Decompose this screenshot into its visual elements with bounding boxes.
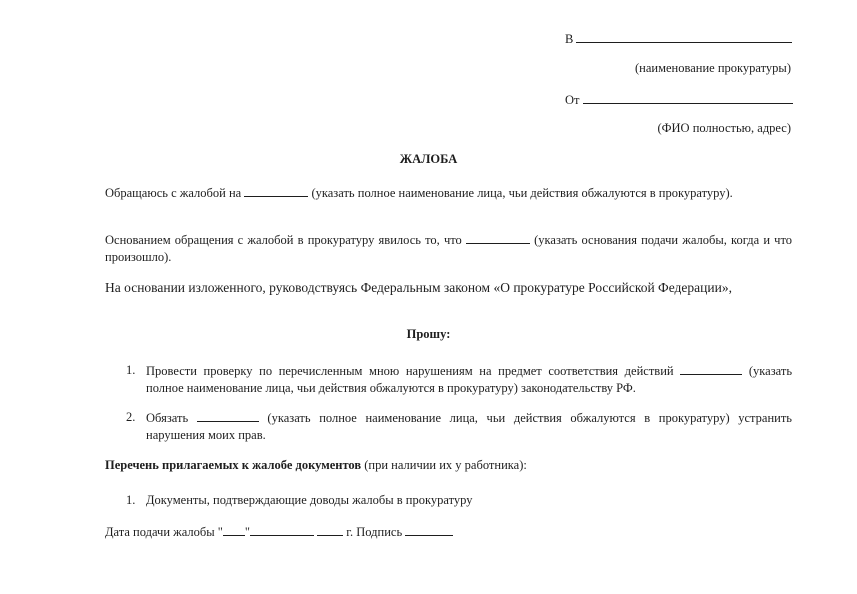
- request-item-2: [126, 409, 792, 444]
- request-1-blank: [680, 362, 742, 375]
- paragraph-2-rest: (указать основания подачи жалобы, когда и что произошло).: [105, 233, 793, 264]
- attachments-heading-rest: (при наличии их у работника):: [364, 458, 527, 472]
- attachments-heading-bold: Перечень прилагаемых к жалобе документов: [105, 458, 362, 472]
- paragraph-2-blank: [466, 231, 530, 244]
- date-day-blank: [223, 523, 245, 536]
- from-blank: [583, 91, 793, 104]
- request-2-number: 2.: [126, 410, 136, 424]
- paragraph-1-start: Обращаюсь с жалобой на: [105, 186, 242, 200]
- from-prefix: От: [565, 93, 580, 107]
- paragraph-3: На основании изложенного, руководствуясь Федеральным законом «О прокуратуре Российской Федерации»,: [105, 280, 732, 295]
- signature-label: Подпись: [356, 525, 403, 539]
- attachment-1-text: Документы, подтверждающие доводы жалобы в прокуратуру: [146, 493, 473, 507]
- from-hint: (ФИО полностью, адрес): [657, 121, 791, 135]
- request-item-1: [126, 362, 792, 397]
- date-label: Дата подачи жалобы: [105, 525, 215, 539]
- paragraph-1-rest: (указать полное наименование лица, чьи действия обжалуются в прокуратуру).: [311, 186, 733, 200]
- date-quote-close: ": [244, 525, 251, 539]
- to-prefix: В: [565, 32, 574, 46]
- date-month-blank: [250, 523, 314, 536]
- request-2-text-start: Обязать: [146, 411, 189, 425]
- date-quote-open: ": [217, 525, 223, 539]
- request-2-text-rest: (указать полное наименование лица, чьи действия обжалуются в прокуратуру) устранить нарушения моих прав.: [146, 411, 792, 442]
- attachment-1-number: 1.: [126, 493, 136, 507]
- to-hint: (наименование прокуратуры): [635, 61, 791, 75]
- paragraph-1-blank: [244, 184, 308, 197]
- date-year-suffix: г.: [346, 525, 354, 539]
- attachment-item-1: [126, 492, 792, 509]
- request-1-text-rest: (указать полное наименование лица, чьи действия обжалуются в прокуратуру) законодательству РФ.: [146, 364, 793, 395]
- paragraph-2-start: Основанием обращения с жалобой в прокуратуру явилось то, что: [105, 233, 462, 247]
- attachments-heading: [105, 458, 527, 473]
- request-1-number: 1.: [126, 363, 136, 377]
- request-heading: Прошу:: [406, 327, 451, 341]
- document-title: ЖАЛОБА: [399, 152, 458, 166]
- to-blank: [576, 30, 792, 43]
- signature-blank: [405, 523, 453, 536]
- to-line: [565, 30, 792, 47]
- date-signature-line: [105, 523, 453, 540]
- paragraph-1: [105, 184, 792, 202]
- date-year-blank: [317, 523, 343, 536]
- paragraph-2: [105, 231, 792, 266]
- request-2-blank: [197, 409, 259, 422]
- from-line: [565, 91, 793, 108]
- request-1-text-start: Провести проверку по перечисленным мною нарушениям на предмет соответствия действий: [146, 364, 674, 378]
